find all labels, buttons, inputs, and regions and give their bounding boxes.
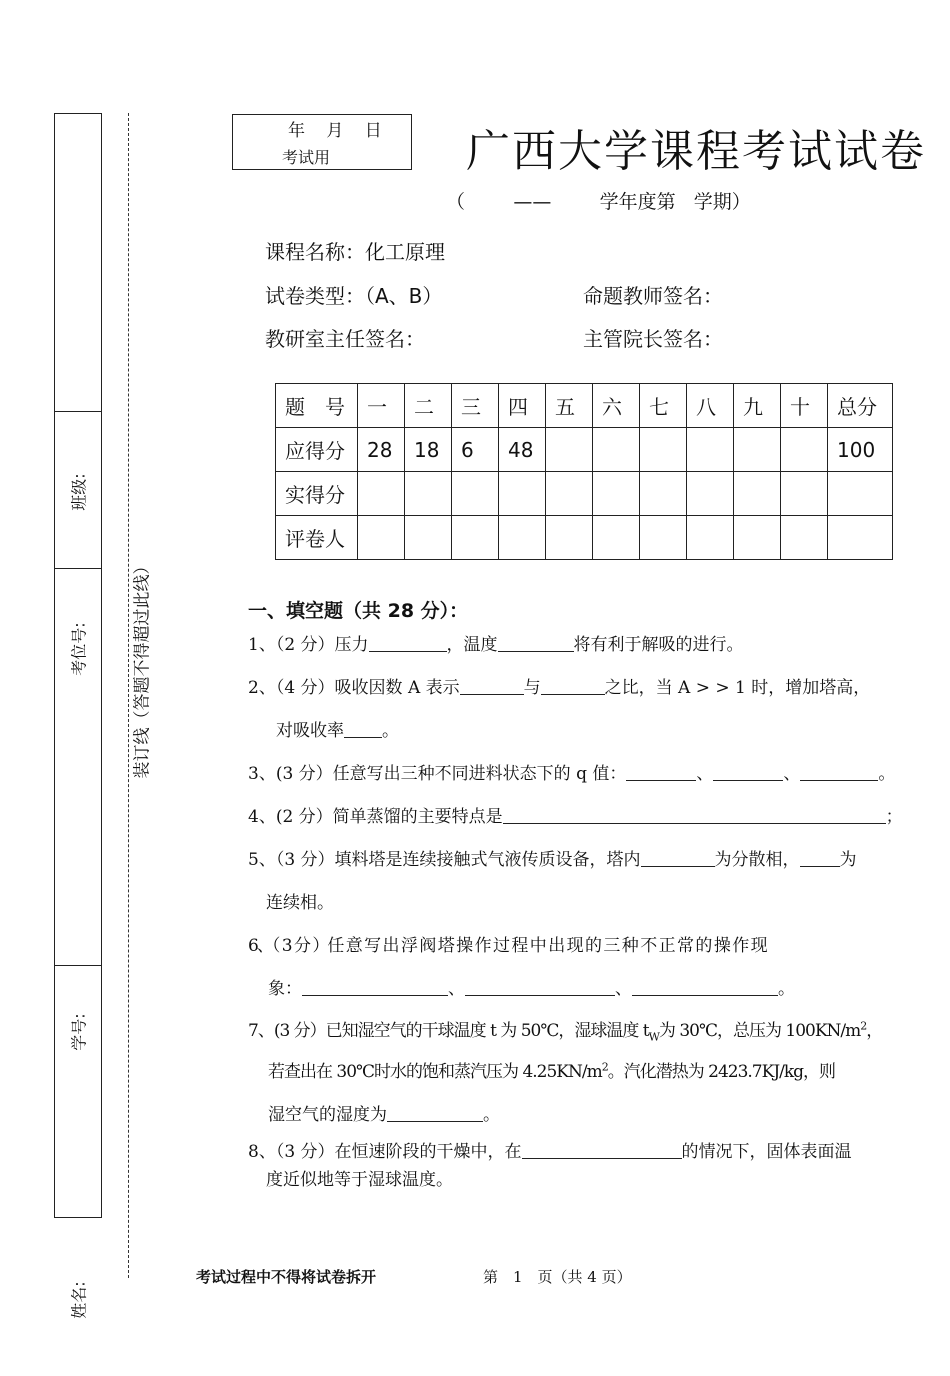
table-cell[interactable] (452, 516, 499, 560)
table-header-cell: 七 (640, 384, 687, 428)
term-line: （ —— 学年度第 学期） (446, 191, 751, 213)
question-3 (248, 759, 895, 784)
table-cell (640, 428, 687, 472)
row-label: 评卷人 (276, 516, 358, 560)
question-text: ； (885, 807, 903, 827)
question-text: 、 (615, 979, 632, 999)
answer-blank[interactable] (344, 720, 382, 738)
footer-warning: 考试过程中不得将试卷拆开 (196, 1268, 377, 1286)
question-7 (248, 1016, 882, 1043)
answer-blank[interactable] (626, 763, 696, 781)
question-text: 、 (448, 979, 465, 999)
table-cell: 6 (452, 428, 499, 472)
table-cell (593, 428, 640, 472)
table-cell: 48 (499, 428, 546, 472)
table-cell[interactable] (405, 516, 452, 560)
page-number: 第 1 页（共 4 页） (483, 1268, 632, 1286)
answer-blank[interactable] (302, 978, 448, 996)
answer-blank[interactable] (800, 849, 840, 867)
binding-note: 装订线（答题不得超过此线） (132, 557, 153, 779)
table-cell: 100 (828, 428, 893, 472)
strip-divider (55, 965, 101, 966)
question-text: 象： (268, 979, 302, 999)
question-4 (248, 802, 903, 827)
table-header-cell: 六 (593, 384, 640, 428)
setter-signature-label: 命题教师签名： (583, 284, 723, 308)
table-header-cell: 五 (546, 384, 593, 428)
table-cell[interactable] (358, 516, 405, 560)
question-text: 将有利于解吸的进行。 (573, 635, 744, 655)
table-header-cell: 一 (358, 384, 405, 428)
table-cell[interactable] (640, 472, 687, 516)
answer-blank[interactable] (498, 634, 574, 652)
question-text: 对吸收率 (276, 721, 344, 741)
question-text: ，温度 (446, 635, 498, 655)
question-text: 7、(3 分）已知湿空气的干球温度 t 为 50℃，湿球温度 t (248, 1021, 649, 1041)
question-1 (248, 630, 744, 655)
page-title: 广西大学课程考试试卷 (466, 126, 926, 177)
seat-number-label: 考位号: (69, 622, 89, 676)
answer-blank[interactable] (713, 763, 783, 781)
answer-blank[interactable] (641, 849, 715, 867)
question-5-cont: 连续相。 (266, 893, 334, 913)
question-text: 若查出在 30℃时水的饱和蒸汽压为 4.25KN/m (268, 1062, 602, 1082)
question-text: 、 (783, 764, 801, 784)
student-info-strip (54, 113, 102, 1319)
question-text: 为 30℃，总压为 100KN/m (658, 1021, 861, 1041)
strip-divider (55, 411, 101, 412)
table-header-cell: 八 (687, 384, 734, 428)
strip-divider (55, 568, 101, 569)
name-label: 姓名: (69, 1281, 89, 1319)
table-cell[interactable] (546, 516, 593, 560)
question-text: 5、（3 分）填料塔是连续接触式气液传质设备，塔内 (248, 850, 641, 870)
table-row (276, 516, 893, 560)
table-cell[interactable] (358, 472, 405, 516)
table-row (276, 472, 893, 516)
question-text: 为分散相， (714, 850, 800, 870)
question-text: 。汽化潜热为 2423.7KJ/kg，则 (607, 1062, 836, 1082)
table-cell[interactable] (781, 516, 828, 560)
answer-blank[interactable] (522, 1141, 682, 1159)
table-row (276, 428, 893, 472)
table-cell[interactable] (593, 472, 640, 516)
question-text: 2、（4 分）吸收因数 A 表示 (248, 678, 460, 698)
table-cell[interactable] (781, 472, 828, 516)
superscript: 2 (860, 1019, 867, 1033)
answer-blank[interactable] (387, 1104, 483, 1122)
table-cell[interactable] (546, 472, 593, 516)
superscript: 2 (601, 1060, 608, 1074)
section-title: 一、填空题（共 28 分）： (248, 600, 469, 622)
table-cell[interactable] (640, 516, 687, 560)
question-text: 的情况下，固体表面温 (681, 1142, 852, 1162)
subscript: W (648, 1030, 659, 1044)
question-text: 1、（2 分）压力 (248, 635, 369, 655)
table-cell: 18 (405, 428, 452, 472)
table-header-cell: 十 (781, 384, 828, 428)
table-cell (687, 428, 734, 472)
question-text: ， (866, 1021, 883, 1041)
table-cell[interactable] (593, 516, 640, 560)
question-text: 。 (483, 1105, 500, 1125)
question-text: 。 (382, 721, 399, 741)
date-label: 年 月 日 (288, 121, 383, 141)
question-text: 。 (878, 764, 896, 784)
answer-blank[interactable] (503, 806, 886, 824)
question-6-cont (268, 974, 795, 999)
table-cell[interactable] (734, 472, 781, 516)
table-header-cell: 总分 (828, 384, 893, 428)
answer-blank[interactable] (460, 677, 524, 695)
student-id-label: 学号: (69, 1013, 89, 1051)
question-text: 湿空气的湿度为 (268, 1105, 387, 1125)
question-text: 4、(2 分）简单蒸馏的主要特点是 (248, 807, 503, 827)
question-text: 。 (778, 979, 795, 999)
question-text: 与 (523, 678, 541, 698)
table-cell[interactable] (452, 472, 499, 516)
director-signature-label: 教研室主任签名： (265, 327, 425, 351)
question-text: 之比，当 A > > 1 时，增加塔高， (604, 678, 871, 698)
table-header-row (276, 384, 893, 428)
table-cell[interactable] (499, 516, 546, 560)
question-7-cont2 (268, 1100, 500, 1125)
answer-blank[interactable] (541, 677, 605, 695)
table-cell[interactable] (405, 472, 452, 516)
question-2 (248, 673, 870, 698)
table-cell[interactable] (828, 472, 893, 516)
question-5 (248, 845, 857, 870)
table-cell[interactable] (828, 516, 893, 560)
table-header-cell: 九 (734, 384, 781, 428)
table-header-cell: 四 (499, 384, 546, 428)
course-name: 课程名称：化工原理 (265, 240, 445, 264)
table-cell (546, 428, 593, 472)
question-8-cont: 度近似地等于湿球温度。 (266, 1170, 453, 1190)
answer-blank[interactable] (800, 763, 878, 781)
table-cell[interactable] (687, 516, 734, 560)
exam-use-label: 考试用 (282, 148, 331, 167)
row-label: 实得分 (276, 472, 358, 516)
row-label: 应得分 (276, 428, 358, 472)
question-text: 、 (696, 764, 714, 784)
question-text: 3、(3 分）任意写出三种不同进料状态下的 q 值： (248, 764, 627, 784)
table-cell (781, 428, 828, 472)
table-cell[interactable] (734, 516, 781, 560)
answer-blank[interactable] (369, 634, 447, 652)
question-text: 为 (839, 850, 857, 870)
table-cell: 28 (358, 428, 405, 472)
table-cell[interactable] (499, 472, 546, 516)
paper-type: 试卷类型：（A、B） (265, 284, 443, 308)
table-header-cell: 二 (405, 384, 452, 428)
answer-blank[interactable] (465, 978, 615, 996)
table-cell[interactable] (687, 472, 734, 516)
question-7-cont (268, 1057, 835, 1082)
question-8 (248, 1137, 852, 1162)
table-header-cell: 题 号 (276, 384, 358, 428)
table-header-cell: 三 (452, 384, 499, 428)
answer-blank[interactable] (632, 978, 778, 996)
score-table (275, 383, 893, 560)
class-label: 班级: (69, 473, 89, 511)
question-6: 6、（ 3 分 ）任 意 写 出 浮 阀 塔 操 作 过 程 中 出 现 的 三 种 不 正 常 的 操 作 现 (248, 936, 766, 956)
question-text: 8、（3 分）在恒速阶段的干燥中，在 (248, 1142, 522, 1162)
dean-signature-label: 主管院长签名： (583, 327, 723, 351)
table-cell (734, 428, 781, 472)
question-2-cont (276, 716, 399, 741)
